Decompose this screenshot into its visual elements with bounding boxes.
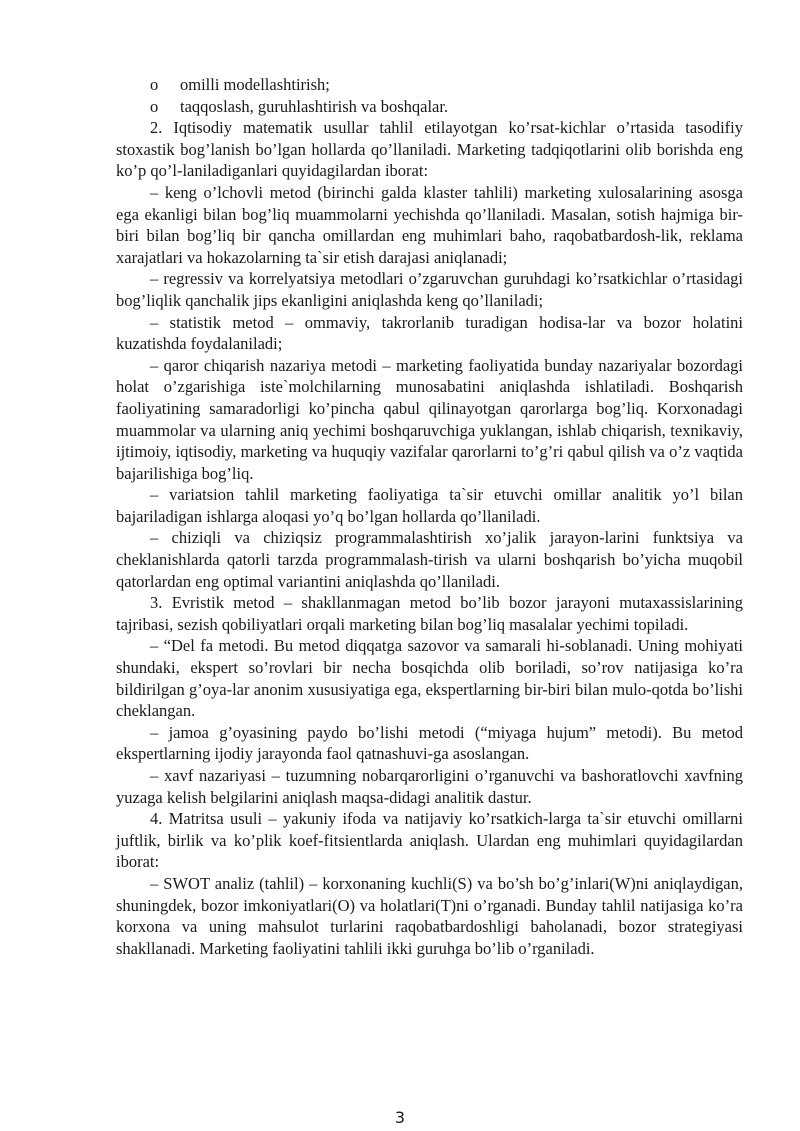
- page-number: 3: [394, 1108, 406, 1127]
- paragraph-matrix-method: 4. Matritsa usuli – yakuniy ifoda va natijaviy ko’rsatkich-larga ta`sir etuvchi omillarni juftlik, birlik va ko’plik koef-fitsientlarda aniqlash. Ulardan eng muhimlari quyidagilardan iborat:: [116, 809, 743, 872]
- bullet-item: [116, 74, 743, 96]
- paragraph-risk-theory: – xavf nazariyasi – tuzumning nobarqarorligini o’rganuvchi va bashoratlovchi xavfning yuzaga kelish belgilarini aniqlash maqsa-didagi analitik dastur.: [116, 766, 743, 807]
- paragraph-statistical-method: – statistik metod – ommaviy, takrorlanib turadigan hodisa-lar va bozor holatini kuzatishda foydalaniladi;: [116, 312, 743, 354]
- paragraph-regression-methods: – regressiv va korrelyatsiya metodlari o’zgaruvchan guruhdagi ko’rsatkichlar o’rtasidagi bog’liqlik qanchalik jips ekanligini aniqlashda keng qo’llaniladi;: [116, 269, 743, 310]
- paragraph-brainstorm-method: – jamoa g’oyasining paydo bo’lishi metodi (“miyaga hujum” metodi). Bu metod ekspertlarning ijodiy jarayonda faol qatnashuvi-ga asoslangan.: [116, 722, 743, 764]
- paragraph-delphi-method: – “Del fa metodi. Bu metod diqqatga sazovor va samarali hi-soblanadi. Uning mohiyati shundaki, ekspert so’rovlari bir necha bosqichda olib boriladi, so’rov natijasiga ko’ra bildirilgan g’oya-lar anonim xususiyatiga ega, ekspertlarning bir-biri bilan mulo-qotda bo’lishi cheklangan.: [116, 636, 743, 721]
- paragraph-econ-math-methods: 2. Iqtisodiy matematik usullar tahlil etilayotgan ko’rsat-kichlar o’rtasida tasodifiy stoxastik bog’lanish bo’lgan hollarda qo’llaniladi. Marketing tadqiqotlarini olib borishda eng ko’p qo’l-laniladiganlari quyidagilardan iborat:: [116, 118, 743, 181]
- bullet-marker: o: [150, 96, 159, 116]
- bullet-item: [116, 96, 743, 118]
- bullet-text: taqqoslash, guruhlashtirish va boshqalar.: [180, 96, 449, 116]
- paragraph-programming: – chiziqli va chiziqsiz programmalashtirish xo’jalik jarayon-larini funktsiya va cheklanishlarda qatorli tarzda programmalash-tirish va ularni boshqarish bo’yicha muqobil qatorlardan eng optimal variantini aniqlashda qo’llaniladi.: [116, 528, 743, 591]
- paragraph-heuristic-method: 3. Evristik metod – shakllanmagan metod bo’lib bozor jarayoni mutaxassislarining tajribasi, sezish qobiliyatlari orqali marketing bilan bog’liq masalalar yechimi topiladi.: [116, 593, 743, 634]
- bullet-text: omilli modellashtirish;: [180, 75, 330, 94]
- bullet-marker: o: [150, 75, 159, 94]
- paragraph-swot-analysis: – SWOT analiz (tahlil) – korxonaning kuchli(S) va bo’sh bo’g’inlari(W)ni aniqlaydigan, shuningdek, bozor imkoniyatlari(O) va holatlari(T)ni o’rganadi. Bunday tahlil natijasiga ko’ra korxona va uning mahsulot turlarini raqobatbardoshligi baholanadi, bozor strategiyasi shakllanadi. Marketing faoliyatini tahlili ikki guruhga bo’lib o’rganiladi.: [116, 873, 743, 958]
- paragraph-multidimensional-method: – keng o’lchovli metod (birinchi galda klaster tahlili) marketing xulosalarining asosga ega ekanligi bilan bog’liq muammolarni yechishda qo’llaniladi. Masalan, sotish hajmiga bir-biri bilan bog’liq bir qancha omillardan eng muhimlari baho, raqobatbardosh-lik, reklama xarajatlari va hokazolarning ta`sir etish darajasi aniqlanadi;: [116, 182, 743, 267]
- paragraph-decision-theory: – qaror chiqarish nazariya metodi – marketing faoliyatida bunday nazariyalar bozordagi holat o’zgarishiga iste`molchilarning munosabatini aniqlashda ishlatiladi. Boshqarish faoliyatining samaradorligi ko’pincha qabul qilinayotgan qarorlarga bog’liq. Korxonadagi muammolar va ularning aniq yechimi boshqaruvchiga yuklangan, ishlab chiqarish, texnikaviy, ijtimoiy, iqtisodiy, marketing va huquqiy vazifalar qarorlarni to’g’ri qabul qilish va o’z vaqtida bajarilishiga bog’liq.: [116, 355, 743, 483]
- paragraph-variation-analysis: – variatsion tahlil marketing faoliyatiga ta`sir etuvchi omillar analitik yo’l bilan bajariladigan ishlarga aloqasi yo’q bo’lgan hollarda qo’llaniladi.: [116, 485, 743, 526]
- document-body: [116, 74, 743, 959]
